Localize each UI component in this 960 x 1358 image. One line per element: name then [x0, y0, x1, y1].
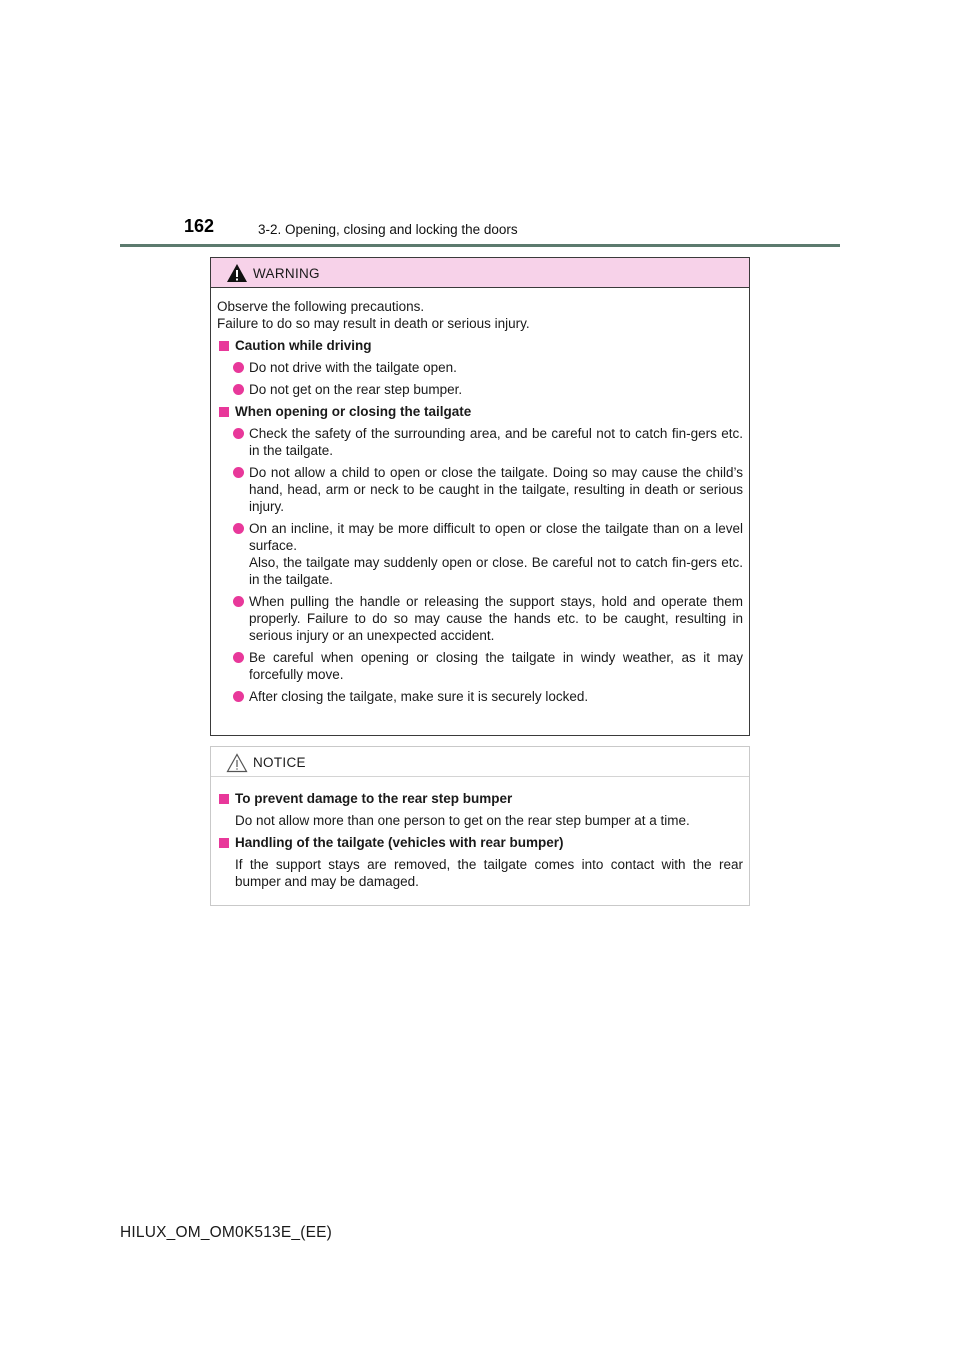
intro-line: Failure to do so may result in death or serious injury. — [217, 316, 530, 331]
round-bullet-icon — [233, 596, 244, 607]
round-bullet-icon — [233, 428, 244, 439]
notice-header — [211, 747, 749, 777]
caution-triangle-outline-icon — [226, 753, 248, 773]
list-item-text: Also, the tailgate may suddenly open or close. Be careful not to catch fin-gers etc. in the tailgate. — [249, 555, 743, 587]
warning-triangle-icon — [226, 263, 248, 283]
round-bullet-icon — [233, 362, 244, 373]
list-item — [217, 649, 743, 683]
list-item — [217, 593, 743, 644]
square-bullet-icon — [219, 794, 229, 804]
page-number: 162 — [184, 216, 215, 236]
section-heading-text: When opening or closing the tailgate — [235, 404, 472, 419]
section-heading — [217, 834, 743, 851]
round-bullet-icon — [233, 652, 244, 663]
header-rule — [120, 244, 840, 247]
list-item-text: Do not allow a child to open or close the tailgate. Doing so may cause the child’s hand, head, arm or neck to be caught in the tailgate, resulting in death or serious injury. — [249, 465, 743, 514]
round-bullet-icon — [233, 384, 244, 395]
square-bullet-icon — [219, 407, 229, 417]
warning-header — [211, 258, 749, 288]
warning-box — [210, 257, 750, 736]
list-item-text: On an incline, it may be more difficult to open or close the tailgate than on a level surface. — [249, 521, 743, 553]
square-bullet-icon — [219, 838, 229, 848]
notice-text: Do not allow more than one person to get on the rear step bumper at a time. — [235, 813, 690, 828]
list-item — [217, 464, 743, 515]
document-id: HILUX_OM_OM0K513E_(EE) — [120, 1224, 333, 1241]
section-title: 3-2. Opening, closing and locking the doors — [258, 222, 518, 237]
list-item — [217, 381, 743, 398]
list-item-text: When pulling the handle or releasing the support stays, hold and operate them properly. Failure to do so may cause the hands etc. to be caught, resulting in serious injury or an unexpected accident. — [249, 594, 743, 643]
intro-line: Observe the following precautions. — [217, 299, 425, 314]
list-item — [217, 359, 743, 376]
page-header — [120, 214, 840, 246]
notice-body — [211, 777, 749, 890]
list-item-text: After closing the tailgate, make sure it is securely locked. — [249, 689, 589, 704]
list-item — [217, 520, 743, 588]
section-heading-text: To prevent damage to the rear step bumper — [235, 791, 513, 806]
warning-title: WARNING — [253, 266, 320, 281]
section-heading-text: Caution while driving — [235, 338, 372, 353]
section-heading — [217, 403, 743, 420]
round-bullet-icon — [233, 691, 244, 702]
list-item-text: Be careful when opening or closing the tailgate in windy weather, as it may forcefully move. — [249, 650, 743, 682]
notice-box — [210, 746, 750, 906]
list-item — [217, 425, 743, 459]
notice-title: NOTICE — [253, 755, 306, 770]
section-heading — [217, 337, 743, 354]
section-heading — [217, 790, 743, 807]
list-item — [217, 688, 743, 705]
list-item-text: Do not drive with the tailgate open. — [249, 360, 457, 375]
round-bullet-icon — [233, 523, 244, 534]
list-item-text: Do not get on the rear step bumper. — [249, 382, 463, 397]
notice-text: If the support stays are removed, the tailgate comes into contact with the rear bumper and may be damaged. — [235, 857, 743, 889]
square-bullet-icon — [219, 341, 229, 351]
round-bullet-icon — [233, 467, 244, 478]
warning-body — [211, 288, 749, 705]
list-item-text: Check the safety of the surrounding area, and be careful not to catch fin-gers etc. in the tailgate. — [249, 426, 743, 458]
section-heading-text: Handling of the tailgate (vehicles with rear bumper) — [235, 835, 564, 850]
warning-intro — [217, 298, 743, 332]
